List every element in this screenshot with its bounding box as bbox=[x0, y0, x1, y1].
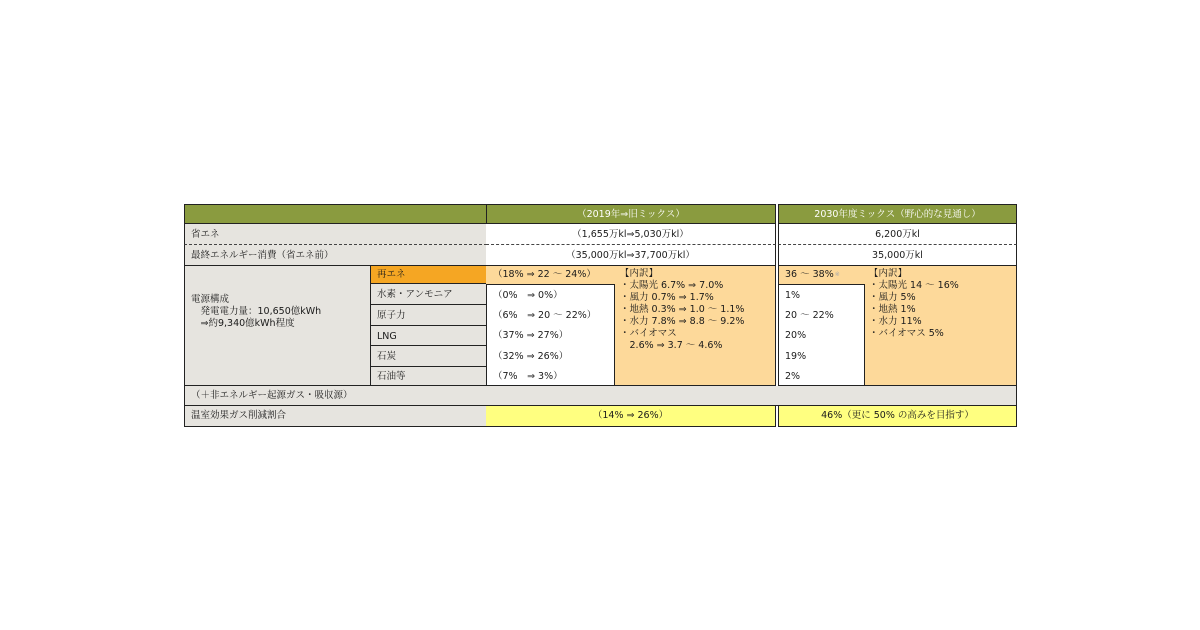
coal-2019: （32% ⇒ 26%） bbox=[486, 345, 615, 367]
ghg-2019: （14% ⇒ 26%） bbox=[486, 406, 776, 427]
final-consumption-2030: 35,000万kl bbox=[778, 245, 1017, 266]
final-consumption-2019: （35,000万kl⇒37,700万kl） bbox=[486, 245, 776, 266]
breakdown-2019-item: ・太陽光 6.7% ⇒ 7.0% bbox=[620, 280, 724, 291]
header-2030-cell: 2030年度ミックス（野心的な見通し） bbox=[778, 204, 1017, 224]
lng-2019: （37% ⇒ 27%） bbox=[486, 325, 615, 346]
source-name-lng: LNG bbox=[371, 326, 487, 346]
shouene-2030: 6,200万kl bbox=[778, 224, 1017, 245]
breakdown-2030-title: 【内訳】 bbox=[869, 268, 908, 279]
note-mark: ※ bbox=[834, 271, 840, 278]
breakdown-2019-item: ・地熱 0.3% ⇒ 1.0 〜 1.1% bbox=[620, 304, 745, 315]
hydrogen-2030: 1% bbox=[778, 284, 865, 305]
non-energy-label: （＋非エネルギー起源ガス・吸収源） bbox=[184, 386, 1017, 406]
hydrogen-2019: （0% ⇒ 0%） bbox=[486, 284, 615, 305]
shouene-2019: （1,655万kl⇒5,030万kl） bbox=[486, 224, 776, 245]
breakdown-2030-item: ・地熱 1% bbox=[869, 304, 916, 315]
ghg-label: 温室効果ガス削減割合 bbox=[184, 406, 487, 427]
breakdown-2030-item: ・風力 5% bbox=[869, 292, 916, 303]
power-label-line-3: ⇒約9,340億kWh程度 bbox=[191, 318, 295, 329]
power-label-line-1: 電源構成 bbox=[191, 294, 230, 305]
source-name-nuclear: 原子力 bbox=[371, 305, 487, 326]
header-blank-cell bbox=[184, 204, 487, 224]
source-name-oil: 石油等 bbox=[371, 367, 487, 386]
breakdown-2019-list bbox=[620, 268, 770, 378]
breakdown-2019-title: 【内訳】 bbox=[620, 268, 659, 279]
renewable-2030 bbox=[779, 266, 863, 284]
coal-2030: 19% bbox=[778, 345, 865, 367]
breakdown-2030-item: ・水力 11% bbox=[869, 316, 922, 327]
renewable-2030-value: 36 〜 38% bbox=[785, 269, 834, 280]
shouene-label: 省エネ bbox=[184, 224, 487, 245]
source-name-hydrogen: 水素・アンモニア bbox=[371, 284, 487, 305]
breakdown-2019-item: 2.6% ⇒ 3.7 〜 4.6% bbox=[620, 340, 723, 351]
ghg-2030: 46%（更に 50% の高みを目指す） bbox=[778, 406, 1017, 427]
header-2019-cell: （2019年⇒旧ミックス） bbox=[486, 204, 776, 224]
nuclear-2030: 20 〜 22% bbox=[778, 304, 865, 326]
source-name-coal: 石炭 bbox=[371, 346, 487, 367]
source-name-renewable: 再エネ bbox=[371, 266, 487, 284]
oil-2030: 2% bbox=[778, 366, 865, 386]
breakdown-2019-item: ・水力 7.8% ⇒ 8.8 〜 9.2% bbox=[620, 316, 745, 327]
breakdown-2019-item: ・バイオマス bbox=[620, 328, 677, 339]
breakdown-2019-item: ・風力 0.7% ⇒ 1.7% bbox=[620, 292, 714, 303]
final-consumption-label: 最終エネルギー消費（省エネ前） bbox=[184, 245, 487, 266]
breakdown-2030-item: ・太陽光 14 〜 16% bbox=[869, 280, 959, 291]
lng-2030: 20% bbox=[778, 325, 865, 346]
nuclear-2019: （6% ⇒ 20 〜 22%） bbox=[486, 304, 615, 326]
breakdown-2030-list bbox=[869, 268, 1014, 368]
power-label-line-2: 発電電力量：10,650億kWh bbox=[191, 306, 322, 317]
power-composition-label bbox=[184, 266, 371, 386]
renewable-2019: （18% ⇒ 22 〜 24%） bbox=[493, 269, 596, 280]
breakdown-2030-item: ・バイオマス 5% bbox=[869, 328, 944, 339]
oil-2019: （7% ⇒ 3%） bbox=[486, 366, 615, 386]
